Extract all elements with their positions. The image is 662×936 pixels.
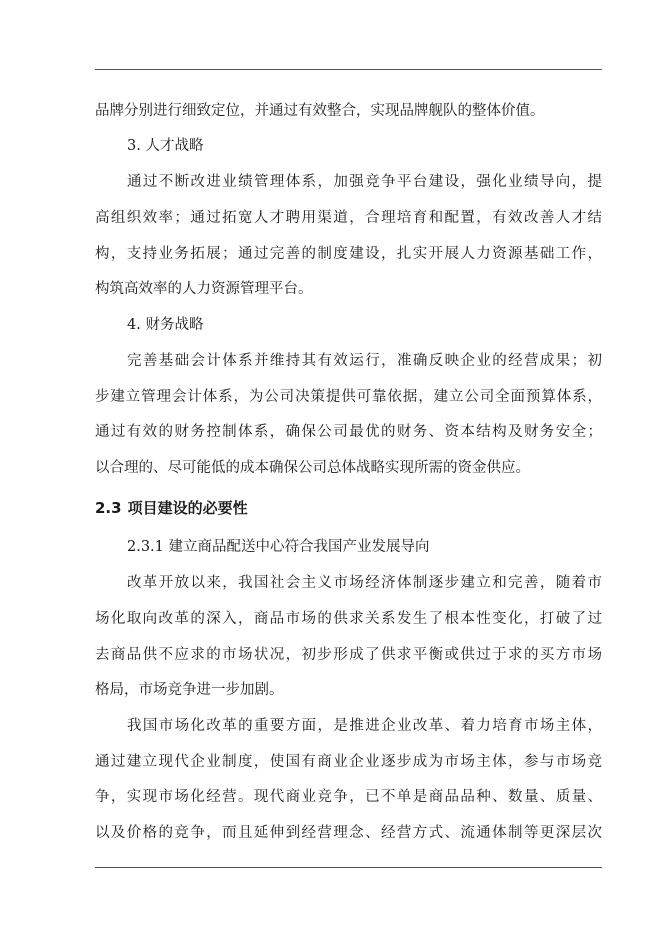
section-heading	[95, 498, 248, 518]
text-line: 改革开放以来，我国社会主义市场经济体制逐步建立和完善，随着市	[127, 575, 602, 591]
text-line: 通过建立现代企业制度，使国有商业企业逐步成为市场主体，参与市场竞	[95, 754, 602, 770]
text-line: 以合理的、尽可能低的成本确保公司总体战略实现所需的资金供应。	[95, 460, 530, 476]
text-line: 以及价格的竞争，而且延伸到经营理念、经营方式、流通体制等更深层次	[95, 825, 602, 841]
text-line: 完善基础会计体系并维持其有效运行，准确反映企业的经营成果；初	[127, 353, 602, 369]
text-line: 争，实现市场化经营。现代商业竞争，已不单是商品品种、数量、质量、	[95, 789, 602, 805]
section-number: 2.3	[95, 499, 122, 517]
text-line: 我国市场化改革的重要方面，是推进企业改革、着力培育市场主体，	[127, 718, 602, 734]
text-line: 高组织效率；通过拓宽人才聘用渠道，合理培育和配置，有效改善人才结	[95, 210, 602, 226]
text-line: 格局，市场竞争进一步加剧。	[95, 682, 284, 698]
talent-strategy-heading: 3. 人才战略	[127, 138, 204, 154]
text-line: 通过有效的财务控制体系，确保公司最优的财务、资本结构及财务安全；	[95, 424, 602, 440]
section-title: 项目建设的必要性	[127, 499, 248, 517]
text-line: 构筑高效率的人力资源管理平台。	[95, 281, 313, 297]
text-line: 场化取向改革的深入，商品市场的供求关系发生了根本性变化，打破了过	[95, 611, 602, 627]
text-line: 去商品供不应求的市场状况，初步形成了供求平衡或供过于求的买方市场	[95, 647, 602, 663]
finance-strategy-heading: 4. 财务战略	[127, 317, 204, 333]
text-line: 构，支持业务拓展；通过完善的制度建设，扎实开展人力资源基础工作，	[95, 246, 602, 262]
header-rule	[95, 69, 602, 70]
text-line: 品牌分别进行细致定位，并通过有效整合，实现品牌舰队的整体价值。	[95, 103, 545, 119]
footer-rule	[95, 867, 602, 868]
subsection-heading: 2.3.1 建立商品配送中心符合我国产业发展导向	[127, 539, 430, 555]
text-line: 通过不断改进业绩管理体系，加强竞争平台建设，强化业绩导向，提	[127, 174, 602, 190]
text-line: 步建立管理会计体系，为公司决策提供可靠依据，建立公司全面预算体系，	[95, 389, 602, 405]
